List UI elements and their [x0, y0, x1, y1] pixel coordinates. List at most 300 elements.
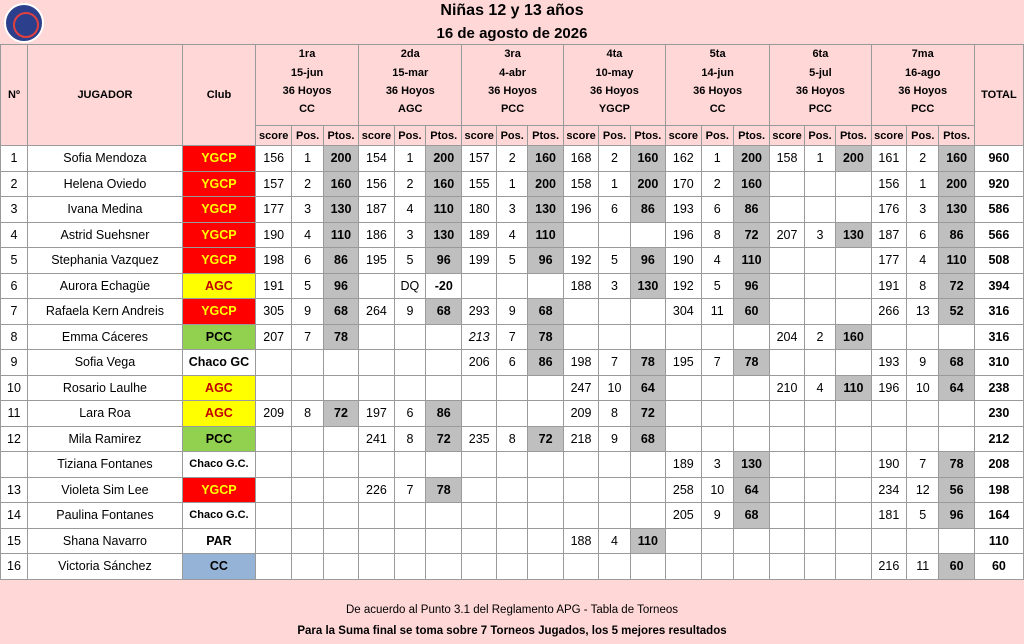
score — [359, 273, 395, 299]
points: 160 — [630, 146, 665, 172]
player-total: 230 — [974, 401, 1023, 427]
position: 1 — [394, 146, 425, 172]
player-name: Tiziana Fontanes — [27, 452, 182, 478]
position: 7 — [292, 324, 323, 350]
points — [528, 375, 563, 401]
score: 247 — [563, 375, 599, 401]
points — [630, 452, 665, 478]
position: 8 — [907, 273, 939, 299]
score — [359, 503, 395, 529]
standings-table — [0, 44, 1024, 600]
points — [323, 554, 358, 580]
points: 130 — [939, 197, 974, 223]
points: 96 — [939, 503, 974, 529]
points: 64 — [939, 375, 974, 401]
points: 86 — [630, 197, 665, 223]
score — [770, 477, 805, 503]
subheader-points: Ptos. — [630, 126, 665, 146]
position — [497, 528, 528, 554]
points: 72 — [630, 401, 665, 427]
score: 190 — [871, 452, 907, 478]
points: 78 — [323, 324, 358, 350]
points — [836, 401, 871, 427]
position: 6 — [599, 197, 630, 223]
position: 9 — [497, 299, 528, 325]
score: 205 — [666, 503, 702, 529]
player-name: Mila Ramirez — [27, 426, 182, 452]
score: 196 — [666, 222, 702, 248]
tournament-spacer — [871, 119, 974, 126]
position: 1 — [599, 171, 630, 197]
score — [359, 324, 395, 350]
position: 3 — [394, 222, 425, 248]
player-name: Astrid Suehsner — [27, 222, 182, 248]
points: 110 — [733, 248, 769, 274]
table-row — [1, 426, 1024, 452]
position — [804, 452, 835, 478]
position: 4 — [497, 222, 528, 248]
position: 3 — [292, 197, 323, 223]
position — [701, 528, 733, 554]
row-number: 7 — [1, 299, 28, 325]
subheader-score: score — [871, 126, 907, 146]
score: 209 — [563, 401, 599, 427]
points — [836, 248, 871, 274]
position — [804, 350, 835, 376]
points: 68 — [733, 503, 769, 529]
points: 86 — [323, 248, 358, 274]
tournament-venue: CC — [666, 100, 770, 118]
row-number: 9 — [1, 350, 28, 376]
position: 3 — [599, 273, 630, 299]
position: 1 — [907, 171, 939, 197]
position — [394, 503, 425, 529]
points: 68 — [528, 299, 563, 325]
position: 3 — [497, 197, 528, 223]
row-number: 8 — [1, 324, 28, 350]
player-name: Rosario Laulhe — [27, 375, 182, 401]
player-name: Stephania Vazquez — [27, 248, 182, 274]
header-number: Nº — [1, 45, 28, 146]
score — [255, 528, 291, 554]
score — [255, 554, 291, 580]
position — [804, 554, 835, 580]
points: 110 — [836, 375, 871, 401]
tournament-date: 4-abr — [462, 63, 563, 81]
points: 72 — [323, 401, 358, 427]
points: 200 — [426, 146, 462, 172]
position — [394, 324, 425, 350]
tournament-spacer — [666, 119, 770, 126]
points: 78 — [733, 350, 769, 376]
page-title: Niñas 12 y 13 años — [440, 2, 584, 19]
score: 266 — [871, 299, 907, 325]
table-row — [1, 273, 1024, 299]
position — [599, 477, 630, 503]
position: 2 — [701, 171, 733, 197]
score — [871, 324, 907, 350]
club-badge: PAR — [182, 528, 255, 554]
position: 7 — [599, 350, 630, 376]
score: 305 — [255, 299, 291, 325]
points: 68 — [630, 426, 665, 452]
points: 200 — [939, 171, 974, 197]
score: 154 — [359, 146, 395, 172]
points — [323, 426, 358, 452]
score: 210 — [770, 375, 805, 401]
position: 9 — [907, 350, 939, 376]
tournament-venue: YGCP — [563, 100, 665, 118]
points: 200 — [323, 146, 358, 172]
score: 181 — [871, 503, 907, 529]
position: 5 — [497, 248, 528, 274]
player-total: 394 — [974, 273, 1023, 299]
player-total: 208 — [974, 452, 1023, 478]
position: DQ — [394, 273, 425, 299]
tournament-date: 10-may — [563, 63, 665, 81]
header-total: TOTAL — [974, 45, 1023, 146]
score: 158 — [563, 171, 599, 197]
score — [563, 324, 599, 350]
points: 78 — [528, 324, 563, 350]
position: 8 — [599, 401, 630, 427]
club-badge: PCC — [182, 426, 255, 452]
points: 60 — [939, 554, 974, 580]
score: 196 — [563, 197, 599, 223]
points — [630, 299, 665, 325]
position: 11 — [907, 554, 939, 580]
score — [255, 426, 291, 452]
subheader-pos: Pos. — [804, 126, 835, 146]
points: 78 — [939, 452, 974, 478]
score — [462, 528, 497, 554]
score: 162 — [666, 146, 702, 172]
position — [804, 528, 835, 554]
points — [323, 503, 358, 529]
position — [292, 375, 323, 401]
player-total: 110 — [974, 528, 1023, 554]
player-name: Sofia Vega — [27, 350, 182, 376]
points — [836, 554, 871, 580]
points — [426, 324, 462, 350]
tournament-holes: 36 Hoyos — [255, 82, 358, 100]
points — [939, 426, 974, 452]
score: 193 — [871, 350, 907, 376]
points: 86 — [939, 222, 974, 248]
score: 186 — [359, 222, 395, 248]
position: 5 — [701, 273, 733, 299]
tournament-date: 15-jun — [255, 63, 358, 81]
score: 304 — [666, 299, 702, 325]
position: 9 — [701, 503, 733, 529]
score — [563, 554, 599, 580]
table-row — [1, 503, 1024, 529]
tournament-name: 3ra — [462, 45, 563, 64]
tournament-date: 16-ago — [871, 63, 974, 81]
position: 8 — [497, 426, 528, 452]
score — [871, 426, 907, 452]
tournament-holes: 36 Hoyos — [871, 82, 974, 100]
position — [394, 528, 425, 554]
position: 1 — [497, 171, 528, 197]
position: 9 — [292, 299, 323, 325]
subheader-score: score — [255, 126, 291, 146]
position — [599, 299, 630, 325]
subheader-points: Ptos. — [528, 126, 563, 146]
tournament-spacer — [770, 119, 871, 126]
club-badge: YGCP — [182, 171, 255, 197]
position: 7 — [701, 350, 733, 376]
tournament-date: 14-jun — [666, 63, 770, 81]
row-number: 3 — [1, 197, 28, 223]
points: 86 — [733, 197, 769, 223]
points: 130 — [836, 222, 871, 248]
tournament-spacer — [255, 119, 358, 126]
points — [836, 171, 871, 197]
points: 110 — [323, 222, 358, 248]
row-number: 11 — [1, 401, 28, 427]
points: 160 — [528, 146, 563, 172]
score — [666, 528, 702, 554]
position — [804, 248, 835, 274]
position: 9 — [599, 426, 630, 452]
position: 2 — [804, 324, 835, 350]
player-total: 508 — [974, 248, 1023, 274]
position: 10 — [599, 375, 630, 401]
score: 206 — [462, 350, 497, 376]
player-total: 164 — [974, 503, 1023, 529]
page-date: 16 de agosto de 2026 — [436, 25, 588, 42]
row-number: 10 — [1, 375, 28, 401]
points — [630, 324, 665, 350]
position: 5 — [907, 503, 939, 529]
position — [804, 299, 835, 325]
score: 190 — [666, 248, 702, 274]
score — [462, 273, 497, 299]
score: 155 — [462, 171, 497, 197]
score: 170 — [666, 171, 702, 197]
score: 176 — [871, 197, 907, 223]
position — [599, 452, 630, 478]
score: 198 — [255, 248, 291, 274]
score: 195 — [359, 248, 395, 274]
club-badge: PCC — [182, 324, 255, 350]
score — [770, 554, 805, 580]
score — [563, 503, 599, 529]
position: 7 — [497, 324, 528, 350]
score — [255, 375, 291, 401]
position — [701, 375, 733, 401]
position: 5 — [292, 273, 323, 299]
tournament-spacer — [359, 119, 462, 126]
row-number: 15 — [1, 528, 28, 554]
score — [462, 554, 497, 580]
points — [733, 554, 769, 580]
score: 187 — [871, 222, 907, 248]
score — [770, 426, 805, 452]
position — [497, 401, 528, 427]
club-badge: Chaco G.C. — [182, 503, 255, 529]
score: 218 — [563, 426, 599, 452]
score — [770, 528, 805, 554]
score: 189 — [462, 222, 497, 248]
score — [563, 477, 599, 503]
points: 130 — [733, 452, 769, 478]
position — [907, 528, 939, 554]
score — [359, 452, 395, 478]
points — [836, 426, 871, 452]
position — [497, 503, 528, 529]
tournament-date: 5-jul — [770, 63, 871, 81]
subheader-pos: Pos. — [394, 126, 425, 146]
score: 293 — [462, 299, 497, 325]
player-name: Sofia Mendoza — [27, 146, 182, 172]
score — [770, 350, 805, 376]
row-number: 16 — [1, 554, 28, 580]
table-row — [1, 324, 1024, 350]
player-total: 566 — [974, 222, 1023, 248]
points: 110 — [939, 248, 974, 274]
score: 188 — [563, 528, 599, 554]
points: 160 — [426, 171, 462, 197]
subheader-points: Ptos. — [733, 126, 769, 146]
points: 130 — [630, 273, 665, 299]
points — [733, 375, 769, 401]
position: 7 — [907, 452, 939, 478]
player-name: Paulina Fontanes — [27, 503, 182, 529]
score: 235 — [462, 426, 497, 452]
points — [630, 477, 665, 503]
points: 200 — [630, 171, 665, 197]
score: 192 — [666, 273, 702, 299]
score: 191 — [871, 273, 907, 299]
position: 6 — [497, 350, 528, 376]
score — [359, 350, 395, 376]
score: 157 — [462, 146, 497, 172]
score — [462, 401, 497, 427]
points — [323, 350, 358, 376]
position: 6 — [292, 248, 323, 274]
player-total: 960 — [974, 146, 1023, 172]
score: 258 — [666, 477, 702, 503]
position: 6 — [701, 197, 733, 223]
score: 156 — [359, 171, 395, 197]
club-badge: YGCP — [182, 146, 255, 172]
position: 8 — [701, 222, 733, 248]
score — [255, 350, 291, 376]
subheader-pos: Pos. — [292, 126, 323, 146]
score — [563, 452, 599, 478]
club-badge: YGCP — [182, 248, 255, 274]
position: 12 — [907, 477, 939, 503]
position: 13 — [907, 299, 939, 325]
position: 8 — [292, 401, 323, 427]
points — [630, 554, 665, 580]
position: 4 — [394, 197, 425, 223]
score — [462, 503, 497, 529]
points: 200 — [528, 171, 563, 197]
position: 4 — [599, 528, 630, 554]
table-row — [1, 350, 1024, 376]
position — [292, 452, 323, 478]
points: 68 — [426, 299, 462, 325]
position: 1 — [804, 146, 835, 172]
position — [907, 324, 939, 350]
position — [701, 401, 733, 427]
points — [426, 350, 462, 376]
tournament-name: 6ta — [770, 45, 871, 64]
points — [426, 554, 462, 580]
score: 189 — [666, 452, 702, 478]
table-row — [1, 146, 1024, 172]
subheader-score: score — [359, 126, 395, 146]
club-badge: Chaco G.C. — [182, 452, 255, 478]
points: 86 — [528, 350, 563, 376]
points — [836, 197, 871, 223]
table-header — [1, 45, 1024, 146]
score — [770, 197, 805, 223]
row-number: 12 — [1, 426, 28, 452]
club-badge: AGC — [182, 401, 255, 427]
position: 4 — [907, 248, 939, 274]
points — [426, 503, 462, 529]
position — [599, 503, 630, 529]
points — [323, 477, 358, 503]
table-row — [1, 248, 1024, 274]
player-total: 198 — [974, 477, 1023, 503]
subheader-pos: Pos. — [497, 126, 528, 146]
score: 188 — [563, 273, 599, 299]
points: 78 — [630, 350, 665, 376]
points: 86 — [426, 401, 462, 427]
score: 241 — [359, 426, 395, 452]
table-row — [1, 171, 1024, 197]
score — [666, 426, 702, 452]
footer-rule: Para la Suma final se toma sobre 7 Torneos Jugados, los 5 mejores resultados — [297, 625, 727, 637]
score: 156 — [255, 146, 291, 172]
position: 2 — [394, 171, 425, 197]
score: 158 — [770, 146, 805, 172]
score: 216 — [871, 554, 907, 580]
table-row — [1, 477, 1024, 503]
points — [836, 477, 871, 503]
position — [292, 554, 323, 580]
table-row — [1, 197, 1024, 223]
points — [426, 452, 462, 478]
points — [323, 375, 358, 401]
points: 96 — [323, 273, 358, 299]
position — [804, 477, 835, 503]
points: 160 — [733, 171, 769, 197]
score — [666, 375, 702, 401]
score: 180 — [462, 197, 497, 223]
score: 226 — [359, 477, 395, 503]
player-name: Shana Navarro — [27, 528, 182, 554]
position: 1 — [292, 146, 323, 172]
points — [528, 503, 563, 529]
points — [733, 528, 769, 554]
club-badge: YGCP — [182, 477, 255, 503]
player-total: 310 — [974, 350, 1023, 376]
score — [666, 401, 702, 427]
points: 110 — [630, 528, 665, 554]
score — [255, 477, 291, 503]
player-name: Emma Cáceres — [27, 324, 182, 350]
points: 60 — [733, 299, 769, 325]
tournament-holes: 36 Hoyos — [563, 82, 665, 100]
club-badge: YGCP — [182, 222, 255, 248]
score — [770, 248, 805, 274]
